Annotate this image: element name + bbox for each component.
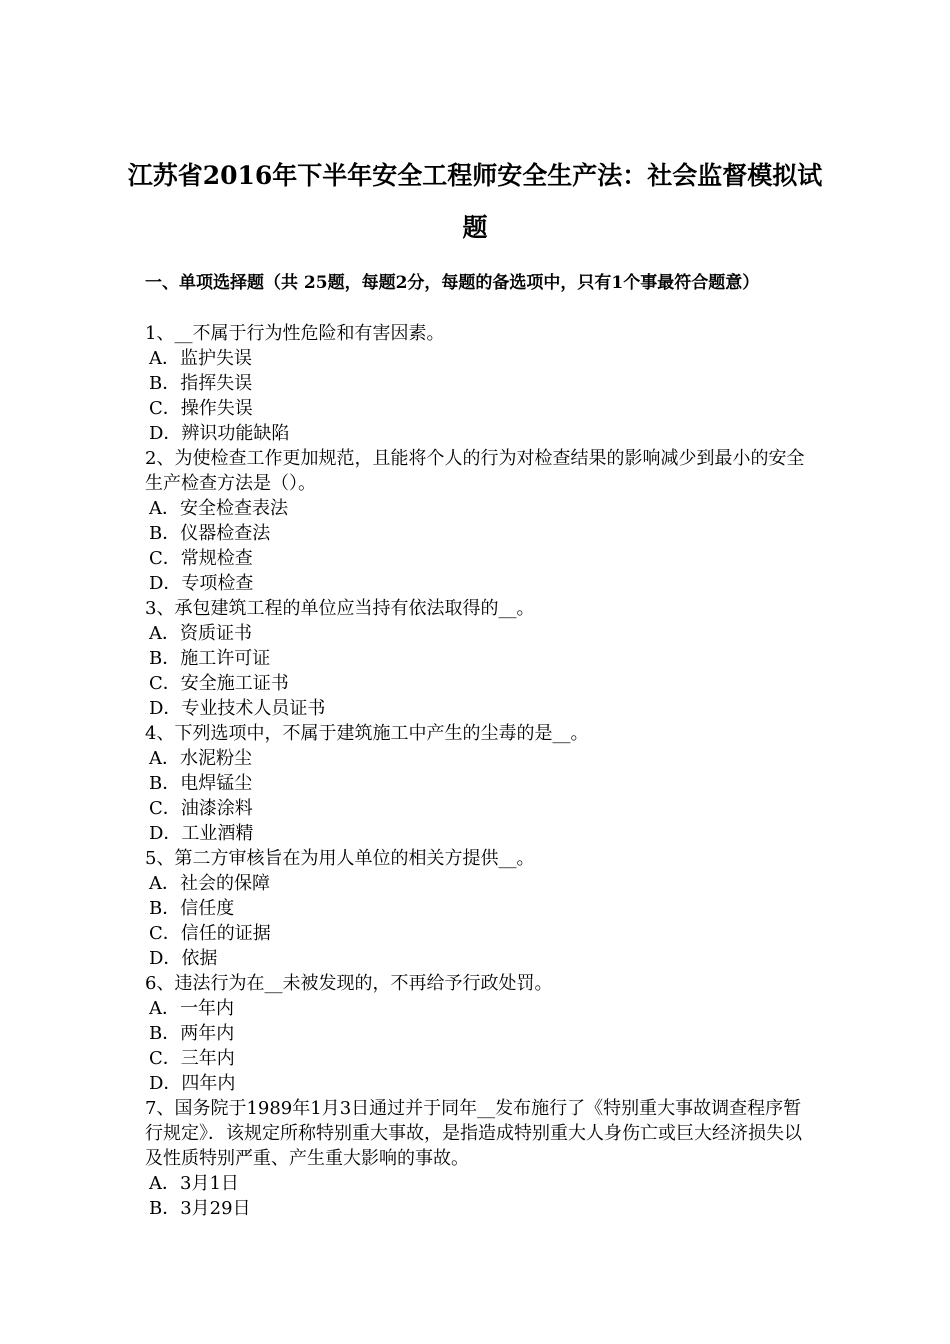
section-heading: 一、单项选择题（共 25题，每题2分，每题的备选项中，只有1个事最符合题意） [145, 273, 760, 293]
question-1 [145, 321, 810, 446]
option-b: B．电焊锰尘 [149, 773, 253, 794]
option-a: A．社会的保障 [149, 873, 270, 894]
question-text: 2、为使检查工作更加规范，且能将个人的行为对检查结果的影响减少到最小的安全生产检查方法是（）。 [145, 448, 805, 494]
option-d: D．辨识功能缺陷 [149, 423, 290, 444]
option-a: A．一年内 [149, 998, 234, 1019]
option-b: B．仪器检查法 [149, 523, 271, 544]
question-text: 3、承包建筑工程的单位应当持有依法取得的__。 [145, 598, 535, 619]
question-text: 1、__不属于行为性危险和有害因素。 [145, 323, 445, 344]
question-text: 5、第二方审核旨在为用人单位的相关方提供__。 [145, 848, 535, 869]
option-c: C．三年内 [149, 1048, 235, 1069]
option-c: C．安全施工证书 [149, 673, 289, 694]
option-d: D．依据 [149, 948, 218, 969]
option-a: A．资质证书 [149, 623, 252, 644]
question-3 [145, 596, 810, 721]
question-5 [145, 846, 810, 971]
option-a: A．3月1日 [149, 1173, 239, 1194]
question-text: 7、国务院于1989年1月3日通过并于同年__发布施行了《特别重大事故调查程序暂行规定》．该规定所称特别重大事故，是指造成特别重大人身伤亡或巨大经济损失以及性质特别严重、产生重大影响的事故。 [145, 1098, 802, 1169]
option-b: B．信任度 [149, 898, 235, 919]
question-list [145, 321, 810, 1221]
option-a: A．安全检查表法 [149, 498, 288, 519]
option-b: B．指挥失误 [149, 373, 253, 394]
option-b: B．两年内 [149, 1023, 235, 1044]
option-c: C．常规检查 [149, 548, 253, 569]
document-title: 江苏省2016年下半年安全工程师安全生产法：社会监督模拟试题 [127, 161, 823, 242]
option-c: C．信任的证据 [149, 923, 271, 944]
question-text: 4、下列选项中，不属于建筑施工中产生的尘毒的是__。 [145, 723, 589, 744]
question-text: 6、违法行为在__未被发现的，不再给予行政处罚。 [145, 973, 553, 994]
option-d: D．工业酒精 [149, 823, 254, 844]
option-a: A．水泥粉尘 [149, 748, 252, 769]
question-2 [145, 446, 810, 596]
question-6 [145, 971, 810, 1096]
option-d: D．专业技术人员证书 [149, 698, 326, 719]
option-c: C．油漆涂料 [149, 798, 253, 819]
question-4 [145, 721, 810, 846]
option-a: A．监护失误 [149, 348, 252, 369]
option-d: D．四年内 [149, 1073, 236, 1094]
option-d: D．专项检查 [149, 573, 254, 594]
option-b: B．3月29日 [149, 1198, 251, 1219]
question-7 [145, 1096, 810, 1221]
option-c: C．操作失误 [149, 398, 253, 419]
option-b: B．施工许可证 [149, 648, 271, 669]
